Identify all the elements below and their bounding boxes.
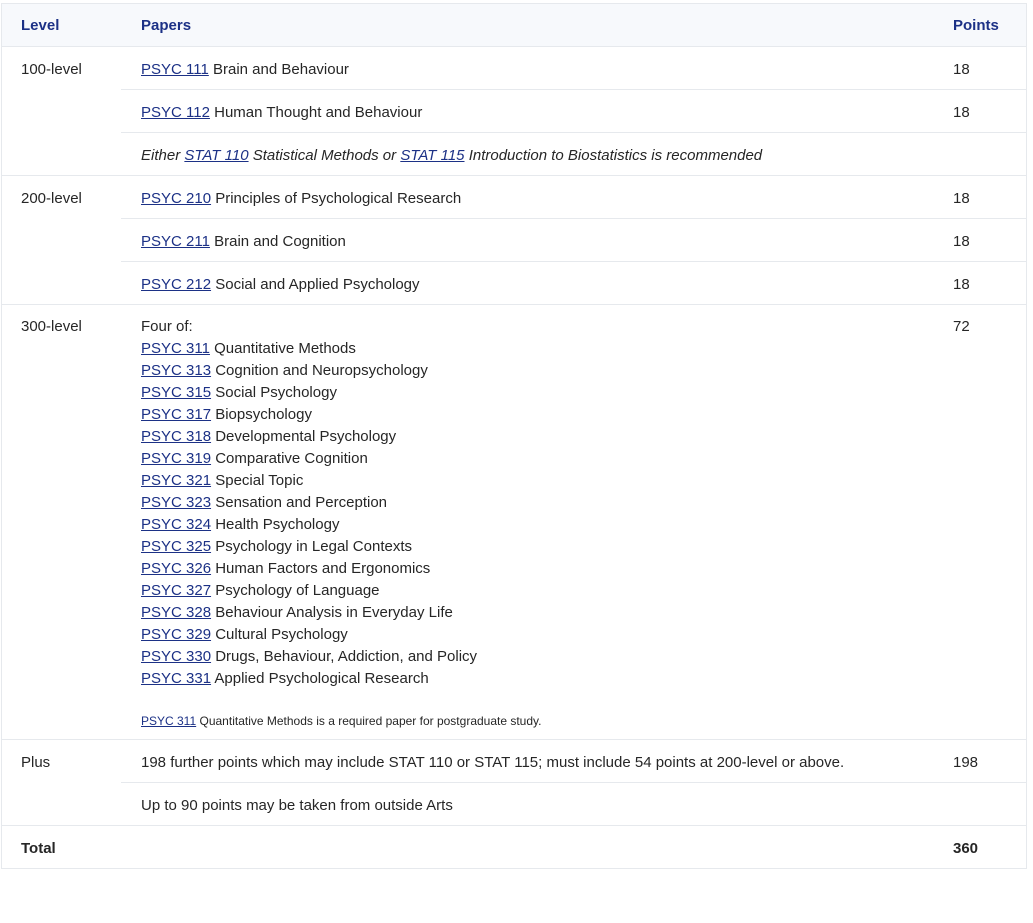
list-item: [141, 448, 953, 470]
table-row: [121, 176, 1026, 219]
total-label: Total: [21, 840, 56, 857]
paper-title: Brain and Behaviour: [213, 61, 349, 78]
paper-title: Human Thought and Behaviour: [214, 104, 423, 121]
paper-code-link[interactable]: PSYC 319: [141, 450, 212, 467]
list-item: [141, 558, 953, 580]
header-level: Level: [21, 16, 60, 34]
recommend-prefix: Either: [141, 147, 181, 164]
recommend-title: Introduction to Biostatistics is recommended: [468, 147, 763, 164]
paper-code-link[interactable]: PSYC 315: [141, 384, 212, 401]
group-100-level: [2, 47, 1026, 176]
list-item: [141, 492, 953, 514]
points-cell: 18: [953, 104, 970, 121]
list-item: [141, 602, 953, 624]
paper-code-link[interactable]: PSYC 212: [141, 276, 212, 293]
paper-code-link[interactable]: PSYC 329: [141, 626, 212, 643]
paper-code-link[interactable]: PSYC 328: [141, 604, 212, 621]
recommend-cell: [121, 133, 953, 175]
list-item: [141, 426, 953, 448]
paper-title: Cultural Psychology: [215, 626, 348, 643]
paper-code-link[interactable]: PSYC 331: [141, 670, 212, 687]
paper-code-link[interactable]: PSYC 327: [141, 582, 212, 599]
paper-cell: [121, 262, 953, 304]
list-item: [141, 470, 953, 492]
paper-title: Applied Psychological Research: [214, 670, 429, 687]
points-cell: 18: [953, 276, 970, 293]
list-item: [141, 668, 953, 690]
paper-cell: [121, 90, 953, 132]
points-cell: 72: [953, 318, 970, 335]
level-label: 200-level: [21, 190, 82, 207]
paper-title: Comparative Cognition: [215, 450, 368, 467]
paper-code-link[interactable]: PSYC 326: [141, 560, 212, 577]
paper-title: Human Factors and Ergonomics: [215, 560, 431, 577]
points-cell: [953, 133, 1026, 175]
group-300-level: [2, 305, 1026, 740]
list-item: [141, 624, 953, 646]
list-item: [141, 360, 953, 382]
paper-title: Psychology of Language: [215, 582, 380, 599]
paper-code-link[interactable]: PSYC 325: [141, 538, 212, 555]
paper-title: Cognition and Neuropsychology: [215, 362, 428, 379]
paper-code-link[interactable]: PSYC 313: [141, 362, 212, 379]
points-cell: 18: [953, 61, 970, 78]
paper-code-link[interactable]: PSYC 317: [141, 406, 212, 423]
plus-text: 198 further points which may include STAT 110 or STAT 115; must include 54 points at 200-level or above.: [141, 754, 845, 771]
list-item: [141, 646, 953, 668]
paper-title: Biopsychology: [215, 406, 312, 423]
requirements-table: [1, 3, 1027, 869]
paper-code-link[interactable]: PSYC 210: [141, 190, 212, 207]
paper-title: Quantitative Methods: [214, 340, 356, 357]
list-item: [141, 580, 953, 602]
points-cell: 198: [953, 754, 979, 771]
table-row: [121, 90, 1026, 133]
paper-code-link[interactable]: STAT 115: [400, 147, 465, 164]
plus-text: Up to 90 points may be taken from outside Arts: [141, 797, 453, 814]
level-label: 100-level: [21, 61, 82, 78]
postgrad-note: [141, 713, 953, 729]
paper-code-link[interactable]: PSYC 111: [141, 61, 209, 78]
paper-title: Behaviour Analysis in Everyday Life: [215, 604, 453, 621]
paper-title: Social and Applied Psychology: [215, 276, 420, 293]
list-item: [141, 514, 953, 536]
paper-title: Health Psychology: [215, 516, 340, 533]
header-papers: Papers: [141, 16, 192, 34]
group-200-level: [2, 176, 1026, 305]
points-cell: 18: [953, 233, 970, 250]
list-item: [141, 536, 953, 558]
list-item: [141, 338, 953, 360]
list-item: [141, 404, 953, 426]
table-row: [121, 219, 1026, 262]
paper-title: Principles of Psychological Research: [215, 190, 462, 207]
paper-list: [141, 338, 953, 690]
table-row: [121, 133, 1026, 175]
paper-title: Psychology in Legal Contexts: [215, 538, 412, 555]
paper-code-link[interactable]: PSYC 323: [141, 494, 212, 511]
paper-code-link[interactable]: PSYC 211: [141, 233, 210, 250]
paper-title: Social Psychology: [215, 384, 337, 401]
paper-title: Drugs, Behaviour, Addiction, and Policy: [215, 648, 478, 665]
paper-cell: [121, 47, 953, 89]
paper-title: Sensation and Perception: [215, 494, 388, 511]
level-label: 300-level: [21, 318, 82, 335]
list-intro: Four of:: [141, 318, 193, 335]
paper-code-link[interactable]: STAT 110: [184, 147, 249, 164]
note-text: Quantitative Methods is a required paper for postgraduate study.: [199, 714, 542, 728]
paper-code-link[interactable]: PSYC 330: [141, 648, 212, 665]
list-item: [141, 382, 953, 404]
level-label: Plus: [21, 754, 51, 771]
total-row: [2, 826, 1026, 868]
paper-title: Special Topic: [215, 472, 304, 489]
points-cell: 18: [953, 190, 970, 207]
table-row: [121, 783, 1026, 825]
paper-cell: [121, 176, 953, 218]
points-cell: [953, 783, 1026, 825]
paper-code-link[interactable]: PSYC 311: [141, 714, 197, 728]
header-points: Points: [953, 16, 999, 34]
paper-title: Brain and Cognition: [214, 233, 346, 250]
table-row: [121, 47, 1026, 90]
paper-code-link[interactable]: PSYC 112: [141, 104, 210, 121]
paper-cell: [121, 219, 953, 261]
table-row: [121, 262, 1026, 304]
paper-code-link[interactable]: PSYC 324: [141, 516, 212, 533]
paper-code-link[interactable]: PSYC 321: [141, 472, 212, 489]
paper-code-link[interactable]: PSYC 311: [141, 340, 210, 357]
paper-title: Developmental Psychology: [215, 428, 397, 445]
table-row: [121, 740, 1026, 783]
total-points: 360: [953, 840, 979, 857]
recommend-title: Statistical Methods or: [252, 147, 397, 164]
paper-list-cell: [121, 316, 953, 729]
group-plus: [2, 740, 1026, 826]
table-header: [2, 4, 1026, 47]
paper-code-link[interactable]: PSYC 318: [141, 428, 212, 445]
